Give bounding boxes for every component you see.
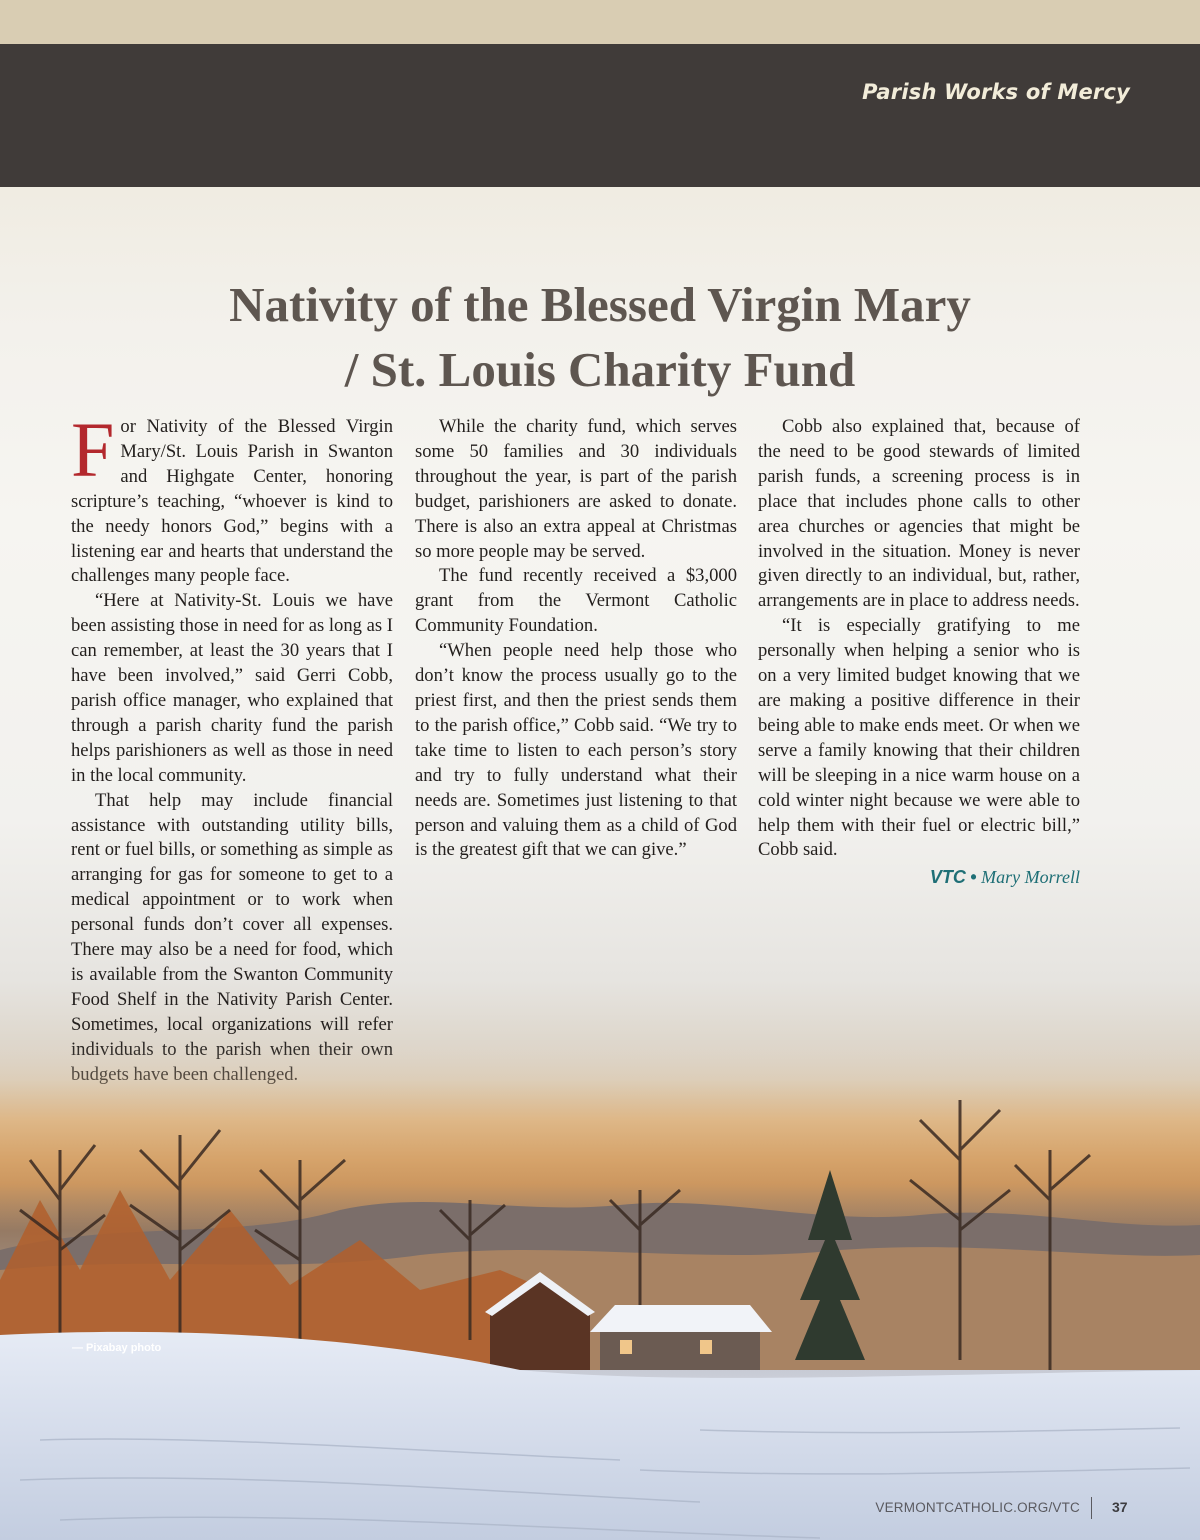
paragraph-4: While the charity fund, which serves some 50 families and 30 individuals throughout the year, is part of the parish budget, parishioners are asked to donate. There is also an extra appeal at Christmas so more people may be served. bbox=[415, 416, 737, 562]
header-bar bbox=[0, 44, 1200, 187]
photo-credit: — Pixabay photo bbox=[72, 1342, 162, 1354]
paragraph-5: The fund recently received a $3,000 grant from the Vermont Catholic Community Foundation. bbox=[415, 565, 737, 637]
title-line-1: Nativity of the Blessed Virgin Mary bbox=[229, 277, 971, 332]
paragraph-3: That help may include financial assistance with outstanding utility bills, rent or fuel bills, or something as simple as arranging for gas for someone to get to a medical appointment or to work when personal funds don’t cover all expenses. There may also be a need for food, which is available from the Swanton Community Food Shelf in the Nativity Parish Center. Sometimes, local organizations will refer bbox=[71, 789, 393, 1035]
winter-farm-photo bbox=[0, 1040, 1200, 1540]
paragraph-2: “Here at Nativity-St. Louis we have been assisting those in need for as long as I can remember, at least the 30 years that I have been involved,” said Gerri Cobb, parish office manager, who explained that through a parish charity fund the parish helps parishioners as well as those in need in the local community. bbox=[71, 590, 393, 786]
drop-cap: F bbox=[71, 406, 115, 493]
footer-url[interactable]: VERMONTCATHOLIC.ORG/VTC bbox=[875, 1500, 1080, 1515]
page-number: 37 bbox=[1112, 1499, 1128, 1515]
title-line-2: / St. Louis Charity Fund bbox=[344, 342, 856, 397]
byline-separator: • bbox=[970, 867, 977, 888]
paragraph-1 bbox=[71, 406, 393, 589]
column-2 bbox=[415, 415, 737, 863]
byline-brand: VTC bbox=[929, 867, 966, 888]
paragraph-6: “When people need help those who don’t know the process usually go to the priest first, and then the priest sends them to the parish office,” Cobb said. “We try to take time to listen to each person’s story and try to fully understand what their needs are. Sometimes just listening to that person and valuing them as a child of God is the greatest gift that we can give.” bbox=[415, 640, 737, 861]
byline bbox=[758, 865, 1080, 890]
column-1 bbox=[71, 406, 393, 1087]
section-label: Parish Works of Mercy bbox=[862, 80, 1130, 104]
column-3 bbox=[758, 415, 1080, 890]
paragraph-7: Cobb also explained that, because of the need to be good stewards of limited parish funds, a screening process is in place that includes phone calls to other area churches or agencies that might be involved in the situation. Money is never given directly to an individual, but, rather, arrangements are in place to address needs. bbox=[758, 416, 1080, 612]
paragraph-1-text: or Nativity of the Blessed Virgin Mary/St. Louis Parish in Swanton and Highgate Center, honoring scripture’s teaching, “whoever is kind to the needy honors God,” begins with a listening ear and hearts that understand the challenges many people face. bbox=[71, 416, 393, 587]
article-title bbox=[60, 272, 1140, 402]
byline-author: Mary Morrell bbox=[981, 867, 1080, 888]
top-band bbox=[0, 0, 1200, 44]
footer-separator bbox=[1091, 1497, 1092, 1519]
paragraph-8: “It is especially gratifying to me personally when helping a senior who is on a very limited budget knowing that we are making a positive difference in their being able to make ends meet. Or when we serve a family knowing that their children will be sleeping in a nice warm house on a cold winter night because we were able to help them with their fuel or electric bill,” Cobb said. bbox=[758, 615, 1080, 861]
